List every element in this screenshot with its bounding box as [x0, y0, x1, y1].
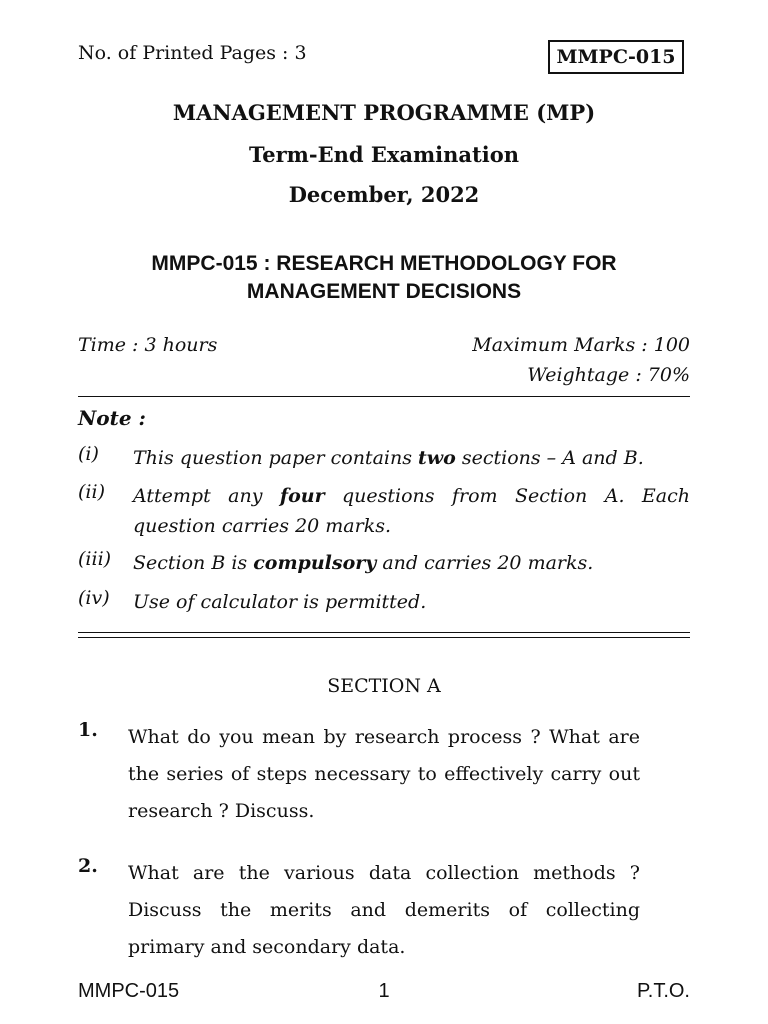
page-number: 1 — [378, 980, 390, 1002]
note-item-number: (ii) — [78, 481, 105, 503]
printed-pages-count: No. of Printed Pages : 3 — [78, 42, 307, 64]
question-number: 1. — [78, 719, 98, 741]
please-turn-over: P.T.O. — [637, 980, 690, 1002]
note-item-text: This question paper contains two sections – A and B. — [133, 447, 644, 469]
maximum-marks: Maximum Marks : 100 — [472, 334, 690, 356]
footer-paper-code: MMPC-015 — [78, 980, 180, 1002]
question-item — [78, 855, 640, 966]
note-item-number: (iii) — [78, 548, 112, 570]
course-title — [0, 250, 768, 306]
weightage: Weightage : 70% — [527, 364, 690, 386]
note-item-number: (i) — [78, 443, 99, 465]
question-text: What are the various data collection methods ? Discuss the merits and demerits of collecting primary and secondary data. — [128, 862, 640, 958]
exam-date: December, 2022 — [288, 182, 480, 207]
question-number: 2. — [78, 855, 98, 877]
question-item — [78, 719, 640, 830]
note-item — [78, 548, 690, 578]
paper-code-box: MMPC-015 — [548, 40, 684, 74]
note-item — [78, 481, 690, 541]
note-item — [78, 443, 690, 473]
note-item-text: Use of calculator is permitted. — [133, 591, 427, 613]
note-item-number: (iv) — [78, 587, 110, 609]
course-title-line-2: MANAGEMENT DECISIONS — [246, 280, 522, 303]
header-divider — [78, 396, 690, 397]
section-divider — [78, 632, 690, 638]
note-label: Note : — [78, 406, 146, 430]
section-heading: SECTION A — [327, 675, 441, 697]
course-title-line-1: MMPC-015 : RESEARCH METHODOLOGY FOR — [151, 252, 617, 275]
exam-title: Term-End Examination — [248, 142, 519, 167]
note-item — [78, 587, 690, 617]
note-item-text: Section B is compulsory and carries 20 marks. — [133, 552, 594, 574]
question-text: What do you mean by research process ? What are the series of steps necessary to effectively carry out research ? Discuss. — [128, 726, 640, 822]
exam-time: Time : 3 hours — [78, 334, 218, 356]
note-item-text: Attempt any four questions from Section A. Each question carries 20 marks. — [133, 485, 691, 537]
programme-title: MANAGEMENT PROGRAMME (MP) — [172, 100, 596, 125]
